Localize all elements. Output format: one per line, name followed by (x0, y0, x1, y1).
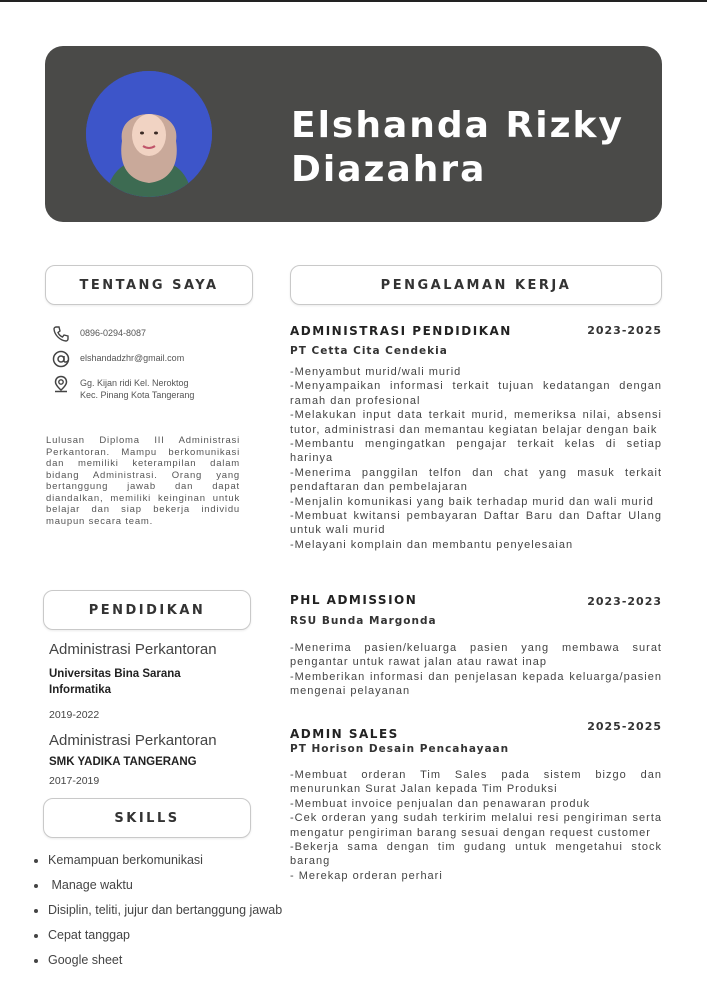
duty-item: -Membuat invoice penjualan dan penawaran produk (290, 797, 591, 810)
profile-photo (86, 71, 212, 197)
job-company: RSU Bunda Margonda (290, 615, 437, 627)
education-years: 2019-2022 (49, 709, 100, 721)
duty-item: -Menerima pasien/keluarga pasien yang membawa surat pengantar untuk rawat jalan atau rawat inap (290, 642, 662, 669)
phone-text: 0896-0294-8087 (80, 328, 147, 338)
job-years: 2023-2023 (587, 595, 662, 608)
job-duties (290, 365, 662, 552)
job-title: ADMIN SALES (290, 727, 399, 741)
top-rule (0, 0, 707, 2)
duty-item: -Melakukan input data terkait murid, memeriksa nilai, absensi tutor, administrasi dan memantau kegiatan belajar dengan baik (290, 409, 662, 436)
skills-list (30, 848, 298, 973)
duty-item: -Cek orderan yang sudah terkirim melalui resi pengiriman serta mengatur pengiriman barang sesuai dengan request customer (290, 812, 662, 839)
education-years: 2017-2019 (49, 775, 100, 787)
skill-item: • Google sheet (48, 948, 298, 973)
duty-item: -Membantu mengingatkan pengajar terkait kelas di setiap harinya (290, 438, 662, 465)
duty-item: -Membuat orderan Tim Sales pada sistem bizgo dan menurunkan Surat Jalan kepada Tim Produksi (290, 769, 662, 796)
job-company: PT Horison Desain Pencahayaan (290, 743, 510, 755)
job-title: PHL ADMISSION (290, 593, 418, 607)
about-heading: TENTANG SAYA (45, 265, 253, 305)
education-school: SMK YADIKA TANGERANG (49, 756, 197, 768)
name-line-2: Diazahra (291, 149, 487, 190)
skills-heading: SKILLS (43, 798, 251, 838)
job-title: ADMINISTRASI PENDIDIKAN (290, 324, 512, 338)
email-text: elshandadzhr@gmail.com (80, 353, 185, 363)
duty-item: -Menerima panggilan telfon dan chat yang masuk terkait pendaftaran dan pembelajaran (290, 466, 662, 494)
phone-icon (52, 325, 70, 343)
duty-item: -Menyambut murid/wali murid (290, 366, 462, 378)
location-pin-icon (52, 375, 70, 393)
education-heading: PENDIDIKAN (43, 590, 251, 630)
duty-item: -Memberikan informasi dan penjelasan kepada keluarga/pasien mengenai pelayanan (290, 670, 662, 698)
duty-item: -Melayani komplain dan membantu penyelesaian (290, 538, 574, 551)
duty-item: -Menjalin komunikasi yang baik terhadap murid dan wali murid (290, 495, 654, 508)
job-company: PT Cetta Cita Cendekia (290, 345, 448, 357)
at-icon (52, 350, 70, 368)
duty-item: - Merekap orderan perhari (290, 869, 443, 882)
job-duties (290, 641, 662, 699)
education-school: Universitas Bina Sarana Informatika (49, 668, 181, 696)
skill-item: • Cepat tanggap (48, 923, 298, 948)
skill-item: • Kemampuan berkomunikasi (48, 848, 298, 873)
about-text: Lulusan Diploma III Administrasi Perkantoran. Mampu berkomunikasi dan memiliki keterampilan dalam bidang Administrasi. Orang yang bertanggung jawab dan dapat diandalkan, memiliki keinginan untuk belajar dan siap bekerja individu maupun secara team. (46, 435, 240, 527)
address-text: Gg. Kijan ridi Kel. Neroktog Kec. Pinang Kota Tangerang (80, 378, 195, 400)
education-degree: Administrasi Perkantoran (49, 732, 217, 749)
education-degree: Administrasi Perkantoran (49, 641, 217, 658)
job-duties (290, 768, 662, 883)
duty-item: -Menyampaikan informasi terkait tujuan kedatangan dengan ramah dan profesional (290, 380, 662, 407)
skill-item: • Manage waktu (48, 873, 298, 898)
person-name (291, 104, 624, 192)
experience-heading: PENGALAMAN KERJA (290, 265, 662, 305)
skill-item: • Disiplin, teliti, jujur dan bertanggung jawab (48, 898, 298, 923)
duty-item: -Bekerja sama dengan tim gudang untuk mengetahui stock barang (290, 841, 662, 868)
job-years: 2025-2025 (587, 720, 662, 733)
job-years: 2023-2025 (587, 324, 662, 337)
name-line-1: Elshanda Rizky (291, 105, 624, 146)
duty-item: -Membuat kwitansi pembayaran Daftar Baru dan Daftar Ulang untuk wali murid (290, 510, 662, 537)
